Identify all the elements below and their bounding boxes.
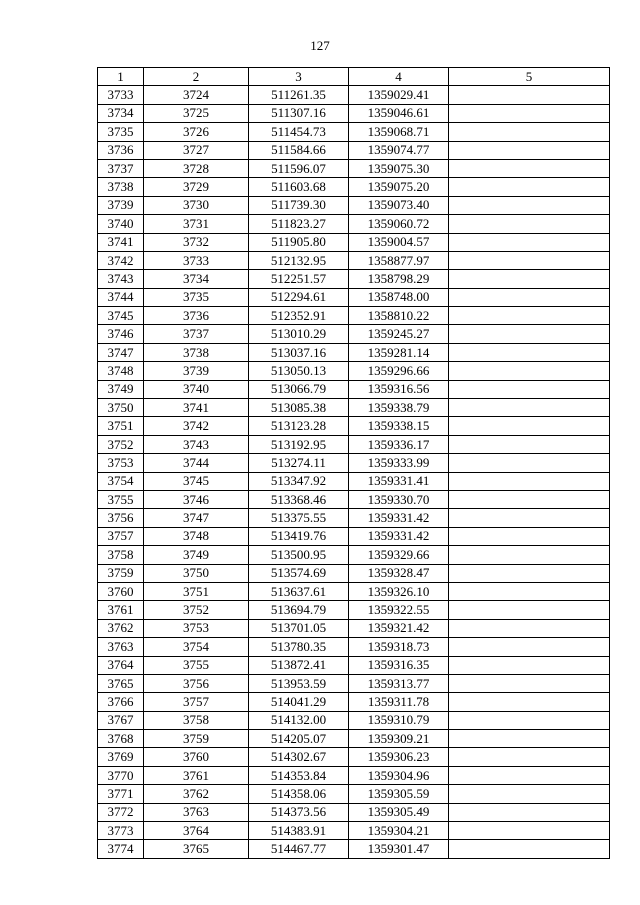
cell-y-coordinate: 1359331.42: [349, 527, 449, 545]
table-row: [98, 141, 610, 159]
table-row: [98, 159, 610, 177]
table-row: [98, 674, 610, 692]
table-row: [98, 546, 610, 564]
cell-note: [449, 196, 610, 214]
cell-point-number: 3763: [144, 803, 249, 821]
cell-y-coordinate: 1359333.99: [349, 454, 449, 472]
cell-point-number: 3725: [144, 104, 249, 122]
cell-y-coordinate: 1359281.14: [349, 343, 449, 361]
cell-x-coordinate: 511584.66: [249, 141, 349, 159]
cell-index: 3766: [98, 693, 144, 711]
cell-y-coordinate: 1359316.56: [349, 380, 449, 398]
cell-x-coordinate: 513872.41: [249, 656, 349, 674]
table-row: [98, 619, 610, 637]
table-header-row: [98, 68, 610, 86]
cell-point-number: 3724: [144, 86, 249, 104]
cell-note: [449, 490, 610, 508]
cell-x-coordinate: 514358.06: [249, 785, 349, 803]
table-row: [98, 638, 610, 656]
table-row: [98, 417, 610, 435]
cell-y-coordinate: 1359310.79: [349, 711, 449, 729]
cell-y-coordinate: 1359338.15: [349, 417, 449, 435]
table-row: [98, 104, 610, 122]
cell-point-number: 3732: [144, 233, 249, 251]
table-row: [98, 288, 610, 306]
cell-y-coordinate: 1359306.23: [349, 748, 449, 766]
cell-x-coordinate: 511454.73: [249, 123, 349, 141]
cell-x-coordinate: 514205.07: [249, 730, 349, 748]
cell-point-number: 3739: [144, 362, 249, 380]
cell-index: 3752: [98, 435, 144, 453]
cell-note: [449, 86, 610, 104]
cell-y-coordinate: 1359068.71: [349, 123, 449, 141]
cell-note: [449, 472, 610, 490]
cell-x-coordinate: 513953.59: [249, 674, 349, 692]
cell-point-number: 3761: [144, 766, 249, 784]
cell-point-number: 3733: [144, 251, 249, 269]
cell-index: 3771: [98, 785, 144, 803]
table-row: [98, 196, 610, 214]
cell-point-number: 3765: [144, 840, 249, 858]
cell-note: [449, 435, 610, 453]
table-row: [98, 435, 610, 453]
table-row: [98, 86, 610, 104]
cell-y-coordinate: 1359331.41: [349, 472, 449, 490]
cell-point-number: 3760: [144, 748, 249, 766]
cell-x-coordinate: 513375.55: [249, 509, 349, 527]
cell-point-number: 3748: [144, 527, 249, 545]
cell-note: [449, 417, 610, 435]
table-row: [98, 233, 610, 251]
cell-note: [449, 178, 610, 196]
cell-x-coordinate: 513419.76: [249, 527, 349, 545]
cell-y-coordinate: 1359305.59: [349, 785, 449, 803]
cell-index: 3765: [98, 674, 144, 692]
cell-y-coordinate: 1359309.21: [349, 730, 449, 748]
cell-index: 3769: [98, 748, 144, 766]
cell-note: [449, 674, 610, 692]
cell-note: [449, 693, 610, 711]
cell-y-coordinate: 1359046.61: [349, 104, 449, 122]
cell-x-coordinate: 511307.16: [249, 104, 349, 122]
cell-note: [449, 325, 610, 343]
cell-x-coordinate: 514302.67: [249, 748, 349, 766]
cell-y-coordinate: 1359329.66: [349, 546, 449, 564]
cell-index: 3757: [98, 527, 144, 545]
cell-y-coordinate: 1358877.97: [349, 251, 449, 269]
cell-index: 3753: [98, 454, 144, 472]
cell-note: [449, 159, 610, 177]
cell-index: 3764: [98, 656, 144, 674]
cell-x-coordinate: 513701.05: [249, 619, 349, 637]
table-row: [98, 509, 610, 527]
cell-x-coordinate: 514467.77: [249, 840, 349, 858]
table-row: [98, 251, 610, 269]
cell-note: [449, 840, 610, 858]
cell-index: 3741: [98, 233, 144, 251]
cell-index: 3760: [98, 582, 144, 600]
cell-x-coordinate: 512251.57: [249, 270, 349, 288]
cell-index: 3746: [98, 325, 144, 343]
cell-x-coordinate: 513192.95: [249, 435, 349, 453]
cell-index: 3759: [98, 564, 144, 582]
cell-point-number: 3756: [144, 674, 249, 692]
cell-x-coordinate: 511261.35: [249, 86, 349, 104]
cell-index: 3758: [98, 546, 144, 564]
table-row: [98, 582, 610, 600]
cell-x-coordinate: 514041.29: [249, 693, 349, 711]
cell-index: 3751: [98, 417, 144, 435]
cell-y-coordinate: 1359311.78: [349, 693, 449, 711]
column-header-2: 2: [144, 68, 249, 86]
cell-note: [449, 454, 610, 472]
cell-x-coordinate: 514373.56: [249, 803, 349, 821]
cell-y-coordinate: 1359321.42: [349, 619, 449, 637]
table-row: [98, 178, 610, 196]
cell-index: 3755: [98, 490, 144, 508]
cell-x-coordinate: 513574.69: [249, 564, 349, 582]
cell-index: 3747: [98, 343, 144, 361]
table-body: [98, 86, 610, 858]
table-row: [98, 527, 610, 545]
cell-note: [449, 141, 610, 159]
cell-x-coordinate: 511603.68: [249, 178, 349, 196]
cell-x-coordinate: 513780.35: [249, 638, 349, 656]
cell-y-coordinate: 1359004.57: [349, 233, 449, 251]
cell-point-number: 3731: [144, 215, 249, 233]
cell-y-coordinate: 1359318.73: [349, 638, 449, 656]
table-row: [98, 343, 610, 361]
cell-y-coordinate: 1359060.72: [349, 215, 449, 233]
cell-index: 3762: [98, 619, 144, 637]
table-row: [98, 270, 610, 288]
table-row: [98, 215, 610, 233]
column-header-4: 4: [349, 68, 449, 86]
table-row: [98, 822, 610, 840]
cell-point-number: 3755: [144, 656, 249, 674]
cell-note: [449, 638, 610, 656]
cell-y-coordinate: 1359301.47: [349, 840, 449, 858]
cell-x-coordinate: 513500.95: [249, 546, 349, 564]
cell-x-coordinate: 513123.28: [249, 417, 349, 435]
cell-index: 3740: [98, 215, 144, 233]
cell-index: 3750: [98, 399, 144, 417]
cell-y-coordinate: 1358798.29: [349, 270, 449, 288]
cell-note: [449, 822, 610, 840]
cell-note: [449, 803, 610, 821]
cell-point-number: 3754: [144, 638, 249, 656]
cell-point-number: 3735: [144, 288, 249, 306]
cell-y-coordinate: 1359330.70: [349, 490, 449, 508]
cell-point-number: 3729: [144, 178, 249, 196]
cell-index: 3774: [98, 840, 144, 858]
cell-point-number: 3751: [144, 582, 249, 600]
cell-y-coordinate: 1359313.77: [349, 674, 449, 692]
cell-point-number: 3758: [144, 711, 249, 729]
table-row: [98, 711, 610, 729]
cell-note: [449, 380, 610, 398]
table-row: [98, 380, 610, 398]
cell-note: [449, 307, 610, 325]
cell-point-number: 3752: [144, 601, 249, 619]
cell-x-coordinate: 513085.38: [249, 399, 349, 417]
cell-index: 3736: [98, 141, 144, 159]
column-header-1: 1: [98, 68, 144, 86]
cell-point-number: 3753: [144, 619, 249, 637]
cell-point-number: 3727: [144, 141, 249, 159]
cell-y-coordinate: 1359075.30: [349, 159, 449, 177]
cell-x-coordinate: 511823.27: [249, 215, 349, 233]
cell-y-coordinate: 1359322.55: [349, 601, 449, 619]
cell-note: [449, 527, 610, 545]
cell-y-coordinate: 1359029.41: [349, 86, 449, 104]
cell-y-coordinate: 1359316.35: [349, 656, 449, 674]
cell-x-coordinate: 513066.79: [249, 380, 349, 398]
table-row: [98, 785, 610, 803]
column-header-3: 3: [249, 68, 349, 86]
cell-point-number: 3736: [144, 307, 249, 325]
cell-index: 3768: [98, 730, 144, 748]
cell-x-coordinate: 514383.91: [249, 822, 349, 840]
cell-x-coordinate: 513037.16: [249, 343, 349, 361]
table-row: [98, 803, 610, 821]
cell-y-coordinate: 1359304.96: [349, 766, 449, 784]
cell-point-number: 3740: [144, 380, 249, 398]
cell-x-coordinate: 511739.30: [249, 196, 349, 214]
cell-note: [449, 251, 610, 269]
cell-point-number: 3764: [144, 822, 249, 840]
page-number: 127: [310, 38, 330, 53]
cell-index: 3761: [98, 601, 144, 619]
cell-index: 3754: [98, 472, 144, 490]
cell-x-coordinate: 514132.00: [249, 711, 349, 729]
cell-note: [449, 343, 610, 361]
cell-note: [449, 711, 610, 729]
cell-y-coordinate: 1358748.00: [349, 288, 449, 306]
cell-index: 3734: [98, 104, 144, 122]
cell-index: 3763: [98, 638, 144, 656]
cell-note: [449, 564, 610, 582]
cell-index: 3745: [98, 307, 144, 325]
cell-note: [449, 656, 610, 674]
cell-note: [449, 362, 610, 380]
cell-y-coordinate: 1359305.49: [349, 803, 449, 821]
cell-x-coordinate: 513050.13: [249, 362, 349, 380]
table-row: [98, 693, 610, 711]
cell-x-coordinate: 513347.92: [249, 472, 349, 490]
cell-note: [449, 546, 610, 564]
table-row: [98, 564, 610, 582]
table-row: [98, 601, 610, 619]
cell-index: 3744: [98, 288, 144, 306]
cell-y-coordinate: 1358810.22: [349, 307, 449, 325]
cell-y-coordinate: 1359331.42: [349, 509, 449, 527]
table-row: [98, 472, 610, 490]
cell-index: 3739: [98, 196, 144, 214]
cell-note: [449, 582, 610, 600]
coordinates-table: [97, 67, 610, 859]
cell-index: 3772: [98, 803, 144, 821]
cell-point-number: 3762: [144, 785, 249, 803]
cell-index: 3749: [98, 380, 144, 398]
cell-index: 3770: [98, 766, 144, 784]
cell-x-coordinate: 513637.61: [249, 582, 349, 600]
cell-point-number: 3728: [144, 159, 249, 177]
cell-point-number: 3750: [144, 564, 249, 582]
cell-point-number: 3742: [144, 417, 249, 435]
cell-note: [449, 123, 610, 141]
cell-note: [449, 601, 610, 619]
cell-x-coordinate: 512294.61: [249, 288, 349, 306]
cell-index: 3743: [98, 270, 144, 288]
cell-note: [449, 270, 610, 288]
cell-y-coordinate: 1359304.21: [349, 822, 449, 840]
cell-point-number: 3737: [144, 325, 249, 343]
cell-note: [449, 730, 610, 748]
cell-y-coordinate: 1359073.40: [349, 196, 449, 214]
table-row: [98, 325, 610, 343]
table-row: [98, 748, 610, 766]
cell-point-number: 3744: [144, 454, 249, 472]
cell-note: [449, 619, 610, 637]
cell-note: [449, 233, 610, 251]
cell-y-coordinate: 1359245.27: [349, 325, 449, 343]
cell-index: 3748: [98, 362, 144, 380]
cell-note: [449, 399, 610, 417]
cell-y-coordinate: 1359074.77: [349, 141, 449, 159]
table-row: [98, 766, 610, 784]
cell-index: 3773: [98, 822, 144, 840]
cell-note: [449, 766, 610, 784]
cell-x-coordinate: 511596.07: [249, 159, 349, 177]
cell-point-number: 3746: [144, 490, 249, 508]
cell-x-coordinate: 514353.84: [249, 766, 349, 784]
cell-point-number: 3738: [144, 343, 249, 361]
cell-point-number: 3757: [144, 693, 249, 711]
table-row: [98, 656, 610, 674]
cell-y-coordinate: 1359326.10: [349, 582, 449, 600]
cell-y-coordinate: 1359296.66: [349, 362, 449, 380]
table-row: [98, 730, 610, 748]
cell-point-number: 3759: [144, 730, 249, 748]
cell-y-coordinate: 1359328.47: [349, 564, 449, 582]
table-row: [98, 362, 610, 380]
cell-note: [449, 215, 610, 233]
cell-index: 3733: [98, 86, 144, 104]
cell-note: [449, 288, 610, 306]
cell-index: 3742: [98, 251, 144, 269]
cell-point-number: 3741: [144, 399, 249, 417]
cell-point-number: 3745: [144, 472, 249, 490]
cell-index: 3737: [98, 159, 144, 177]
cell-note: [449, 509, 610, 527]
cell-y-coordinate: 1359336.17: [349, 435, 449, 453]
cell-index: 3738: [98, 178, 144, 196]
cell-point-number: 3743: [144, 435, 249, 453]
cell-x-coordinate: 512132.95: [249, 251, 349, 269]
cell-point-number: 3726: [144, 123, 249, 141]
cell-note: [449, 785, 610, 803]
cell-index: 3767: [98, 711, 144, 729]
cell-note: [449, 104, 610, 122]
column-header-5: 5: [449, 68, 610, 86]
cell-y-coordinate: 1359075.20: [349, 178, 449, 196]
cell-x-coordinate: 511905.80: [249, 233, 349, 251]
cell-note: [449, 748, 610, 766]
table-row: [98, 123, 610, 141]
cell-x-coordinate: 513010.29: [249, 325, 349, 343]
table-row: [98, 840, 610, 858]
cell-x-coordinate: 512352.91: [249, 307, 349, 325]
cell-point-number: 3749: [144, 546, 249, 564]
table-row: [98, 490, 610, 508]
cell-index: 3735: [98, 123, 144, 141]
cell-index: 3756: [98, 509, 144, 527]
cell-point-number: 3730: [144, 196, 249, 214]
cell-x-coordinate: 513274.11: [249, 454, 349, 472]
table-row: [98, 454, 610, 472]
cell-x-coordinate: 513694.79: [249, 601, 349, 619]
table-row: [98, 307, 610, 325]
cell-point-number: 3734: [144, 270, 249, 288]
cell-y-coordinate: 1359338.79: [349, 399, 449, 417]
table-row: [98, 399, 610, 417]
cell-x-coordinate: 513368.46: [249, 490, 349, 508]
cell-point-number: 3747: [144, 509, 249, 527]
